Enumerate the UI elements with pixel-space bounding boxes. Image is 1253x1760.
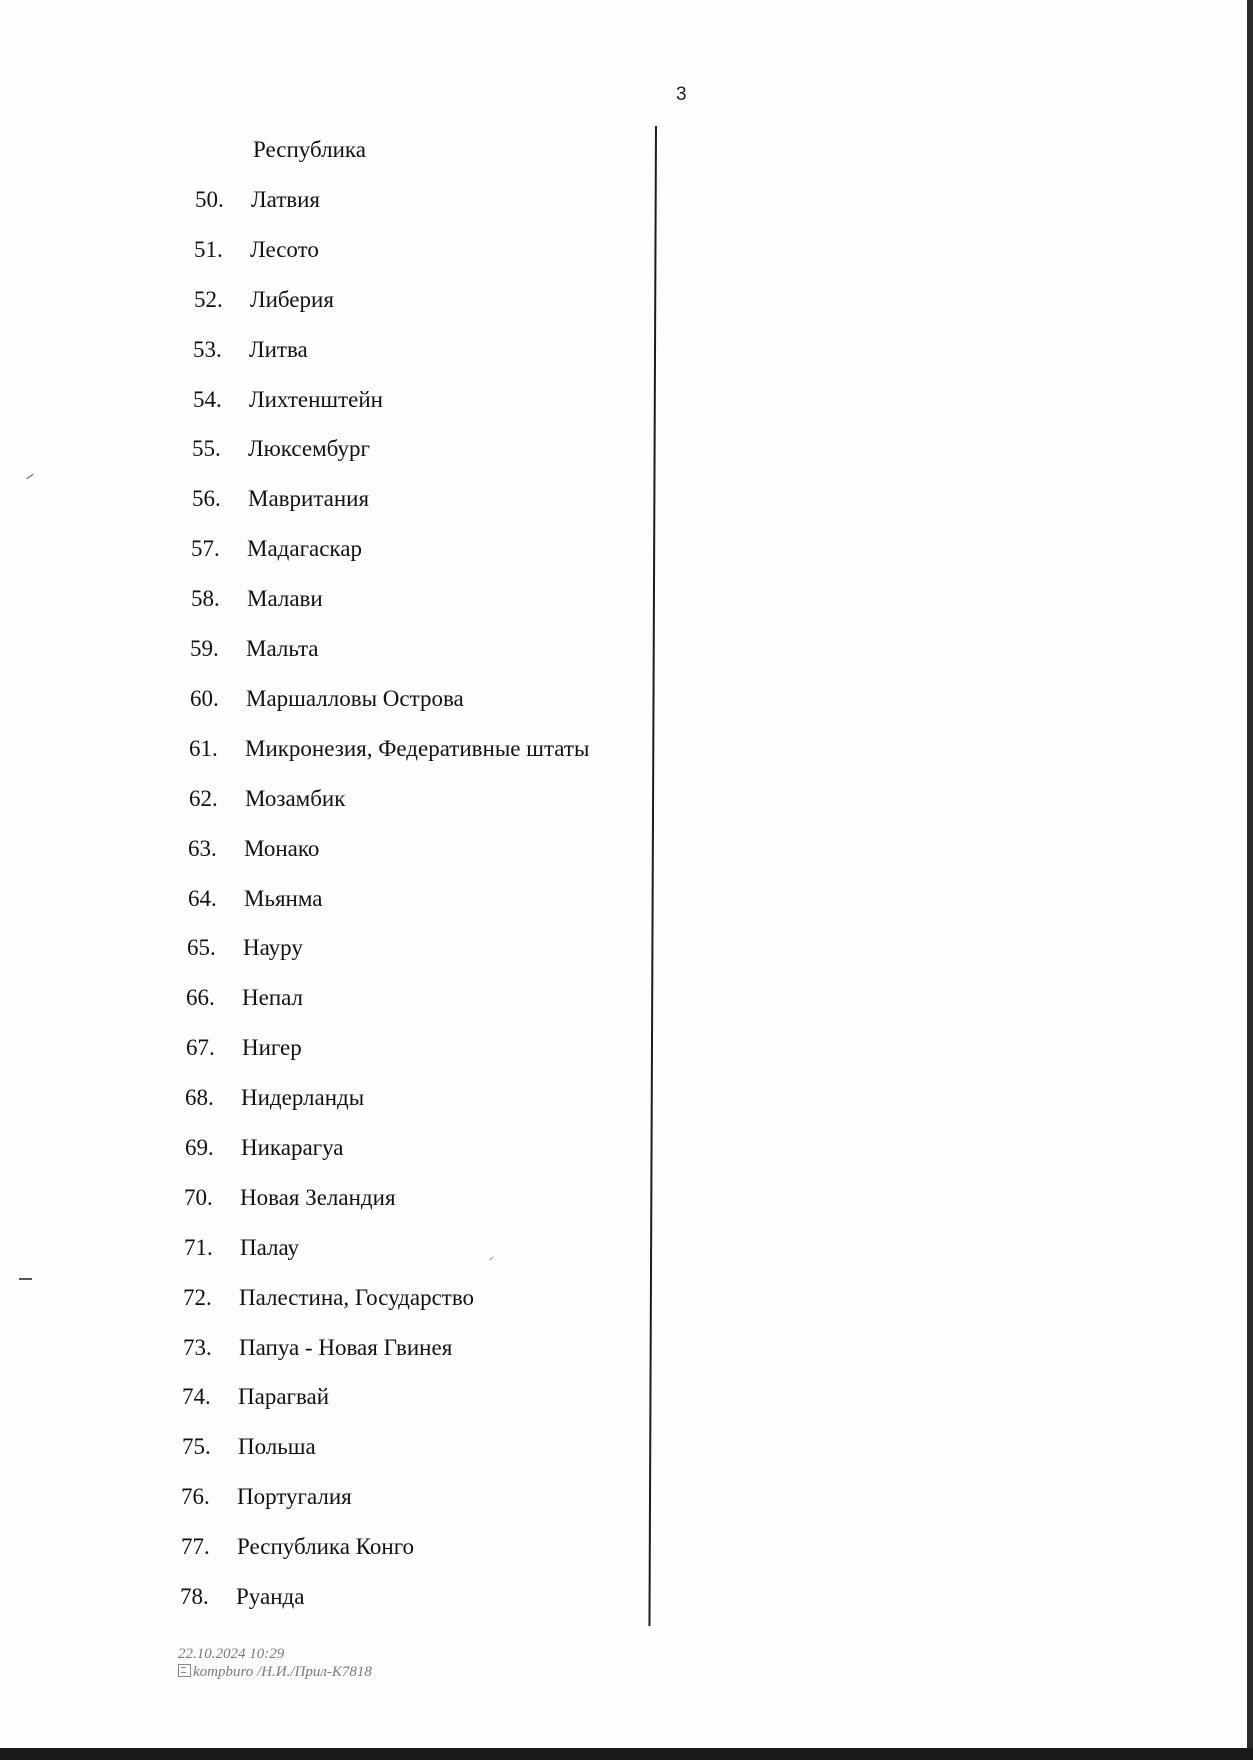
list-item-country: Лихтенштейн	[249, 387, 383, 412]
list-item-number: 67.	[186, 1035, 215, 1060]
list-item-number: 64.	[188, 886, 217, 911]
list-item-country: Нигер	[242, 1035, 302, 1060]
list-item-country: Мавритания	[248, 486, 370, 511]
list-item	[195, 183, 320, 217]
list-item-country: Мадагаскар	[247, 536, 362, 561]
list-item	[186, 981, 303, 1015]
list-item-country: Маршалловы Острова	[246, 686, 464, 711]
list-item	[183, 1281, 474, 1315]
country-list	[0, 0, 660, 1640]
page-number: 3	[676, 84, 687, 105]
list-item-country: Палестина, Государство	[239, 1285, 475, 1310]
list-item	[192, 482, 369, 516]
list-item-country: Малави	[247, 586, 323, 611]
list-item-country: Палау	[240, 1235, 300, 1260]
list-item	[189, 732, 589, 766]
list-item-country: Новая Зеландия	[240, 1185, 396, 1210]
document-footer	[178, 1645, 372, 1681]
list-item-number: 50.	[195, 187, 224, 212]
list-item-number: 76.	[181, 1484, 210, 1509]
list-item-country: Либерия	[250, 287, 334, 312]
list-item-number: 71.	[184, 1235, 213, 1260]
list-item	[191, 532, 362, 566]
list-item-country: Польша	[238, 1434, 316, 1459]
list-item	[194, 233, 319, 267]
list-item-country: Люксембург	[248, 436, 370, 461]
list-item-country: Непал	[242, 985, 304, 1010]
list-item-number: 69.	[185, 1135, 214, 1160]
list-item-number: 75.	[182, 1434, 211, 1459]
list-item	[193, 333, 308, 367]
list-item-number: 61.	[189, 736, 218, 761]
list-item	[183, 1331, 452, 1365]
list-item	[190, 682, 464, 716]
list-item	[185, 1131, 344, 1165]
list-item-number: 55.	[192, 436, 221, 461]
list-item-country: Латвия	[251, 187, 321, 212]
list-item	[191, 582, 323, 616]
list-item-number: 56.	[192, 486, 221, 511]
list-item-number: 60.	[190, 686, 219, 711]
list-item	[181, 1480, 352, 1514]
list-item-number: 78.	[180, 1584, 209, 1609]
list-item-country: Мозамбик	[245, 786, 346, 811]
list-item-country: Науру	[243, 935, 303, 960]
list-item-number: 59.	[190, 636, 219, 661]
list-item-country: Нидерланды	[241, 1085, 365, 1110]
list-item-country: Республика Конго	[237, 1534, 415, 1559]
scan-edge-bottom	[0, 1748, 1253, 1760]
list-item-number: 68.	[185, 1085, 214, 1110]
footer-path-line	[178, 1663, 372, 1681]
list-item	[184, 1231, 299, 1265]
list-item-country: Папуа - Новая Гвинея	[239, 1335, 453, 1360]
list-item-country: Лесото	[250, 237, 319, 262]
list-item	[189, 782, 345, 816]
list-item-number: 72.	[183, 1285, 212, 1310]
list-item	[184, 1181, 396, 1215]
list-item-number: 74.	[182, 1384, 211, 1409]
list-item-country: Мальта	[246, 636, 319, 661]
list-item-number: 77.	[181, 1534, 210, 1559]
list-continuation-text: Республика	[253, 137, 366, 162]
list-item-number: 57.	[191, 536, 220, 561]
list-item	[180, 1580, 304, 1614]
list-item	[187, 931, 303, 965]
list-item-number: 58.	[191, 586, 220, 611]
footer-path: kompburo /Н.И./Прил-К7818	[193, 1664, 372, 1680]
list-item-number: 63.	[188, 836, 217, 861]
list-item-country: Мьянма	[244, 886, 323, 911]
list-item	[192, 432, 370, 466]
list-item-number: 73.	[183, 1335, 212, 1360]
file-icon	[178, 1664, 191, 1677]
list-item	[181, 1530, 414, 1564]
list-item	[190, 632, 319, 666]
list-item	[186, 1031, 302, 1065]
list-item-number: 66.	[186, 985, 215, 1010]
list-item	[194, 283, 334, 317]
list-item-number: 65.	[187, 935, 216, 960]
list-item	[185, 1081, 364, 1115]
list-item-number: 70.	[184, 1185, 213, 1210]
list-item-number: 54.	[193, 387, 222, 412]
list-item-country: Португалия	[237, 1484, 352, 1509]
list-item	[182, 1380, 329, 1414]
list-item-number: 53.	[193, 337, 222, 362]
list-item-country: Руанда	[236, 1584, 305, 1609]
list-item-country: Парагвай	[238, 1384, 330, 1409]
list-item	[182, 1430, 316, 1464]
list-item-number: 62.	[189, 786, 218, 811]
list-item-number: 51.	[194, 237, 223, 262]
scan-mark	[19, 1278, 32, 1280]
list-item-country: Монако	[244, 836, 320, 861]
list-item	[188, 882, 322, 916]
list-item-country: Литва	[249, 337, 308, 362]
list-item-country: Никарагуа	[241, 1135, 344, 1160]
scan-edge-right	[1247, 0, 1253, 1760]
footer-datetime: 22.10.2024 10:29	[178, 1646, 285, 1662]
list-item-country: Микронезия, Федеративные штаты	[245, 736, 590, 761]
list-item	[193, 383, 383, 417]
list-item-number: 52.	[194, 287, 223, 312]
list-item	[188, 832, 319, 866]
